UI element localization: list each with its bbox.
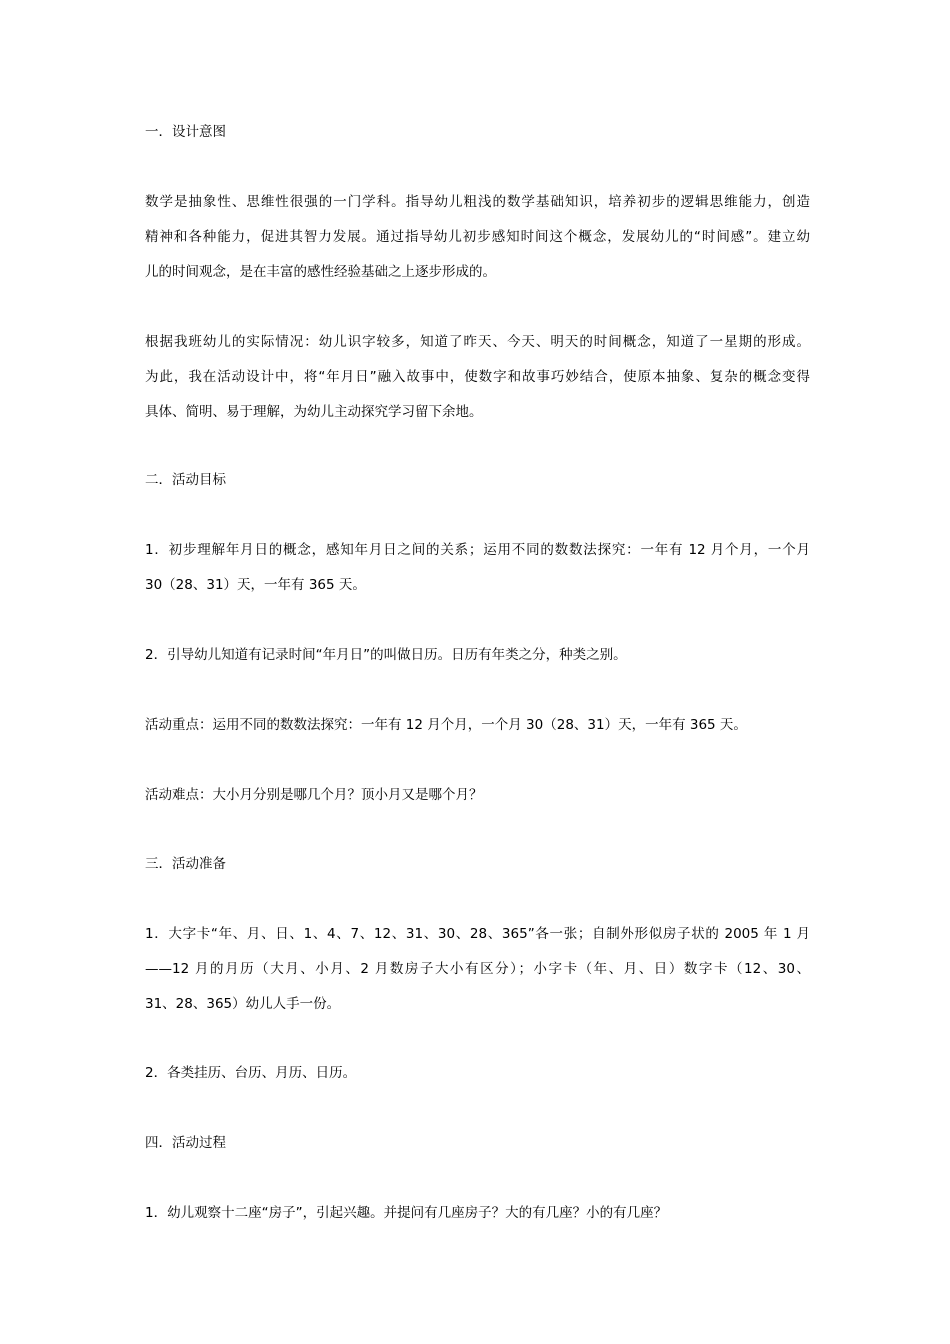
design-intent-paragraph-2: 根据我班幼儿的实际情况：幼儿识字较多，知道了昨天、今天、明天的时间概念，知道了一星期的形成。 为此，我在活动设计中，将“年月日”融入故事中，使数字和故事巧妙结合，使原本抽象、复杂的概念变得 具体、简明、易于理解，为幼儿主动探究学习留下余地。: [145, 334, 810, 420]
section-heading-process: 四．活动过程: [145, 1135, 226, 1151]
difficulty: 活动难点：大小月分别是哪几个月？顶小月又是哪个月？: [145, 787, 483, 803]
preparation-item-2: 2．各类挂历、台历、月历、日历。: [145, 1065, 357, 1081]
section-heading-goals: 二．活动目标: [145, 472, 226, 488]
key-point: 活动重点：运用不同的数数法探究：一年有 12 月个月，一个月 30（28、31）天，一年有 365 天。: [145, 717, 747, 733]
goal-item-1: 1．初步理解年月日的概念，感知年月日之间的关系；运用不同的数数法探究：一年有 12 月个月，一个月 30（28、31）天，一年有 365 天。: [145, 542, 810, 593]
design-intent-paragraph-1: 数学是抽象性、思维性很强的一门学科。指导幼儿粗浅的数学基础知识，培养初步的逻辑思维能力，创造 精神和各种能力，促进其智力发展。通过指导幼儿初步感知时间这个概念，发展幼儿的“时间感”。建立幼 儿的时间观念，是在丰富的感性经验基础之上逐步形成的。: [145, 194, 810, 280]
section-heading-preparation: 三．活动准备: [145, 856, 226, 872]
goal-item-2: 2．引导幼儿知道有记录时间“年月日”的叫做日历。日历有年类之分，种类之别。: [145, 647, 627, 663]
preparation-item-1: 1．大字卡“年、月、日、1、4、7、12、31、30、28、365”各一张；自制外形似房子状的 2005 年 1 月 ——12 月的月历（大月、小月、2 月数房子大小有区分）；小字卡（年、月、日）数字卡（12、30、 31、28、365）幼儿人手一份。: [145, 926, 810, 1012]
process-item-1: 1．幼儿观察十二座“房子”，引起兴趣。并提问有几座房子？大的有几座？小的有几座？: [145, 1205, 668, 1221]
section-heading-design-intent: 一．设计意图: [145, 124, 226, 140]
